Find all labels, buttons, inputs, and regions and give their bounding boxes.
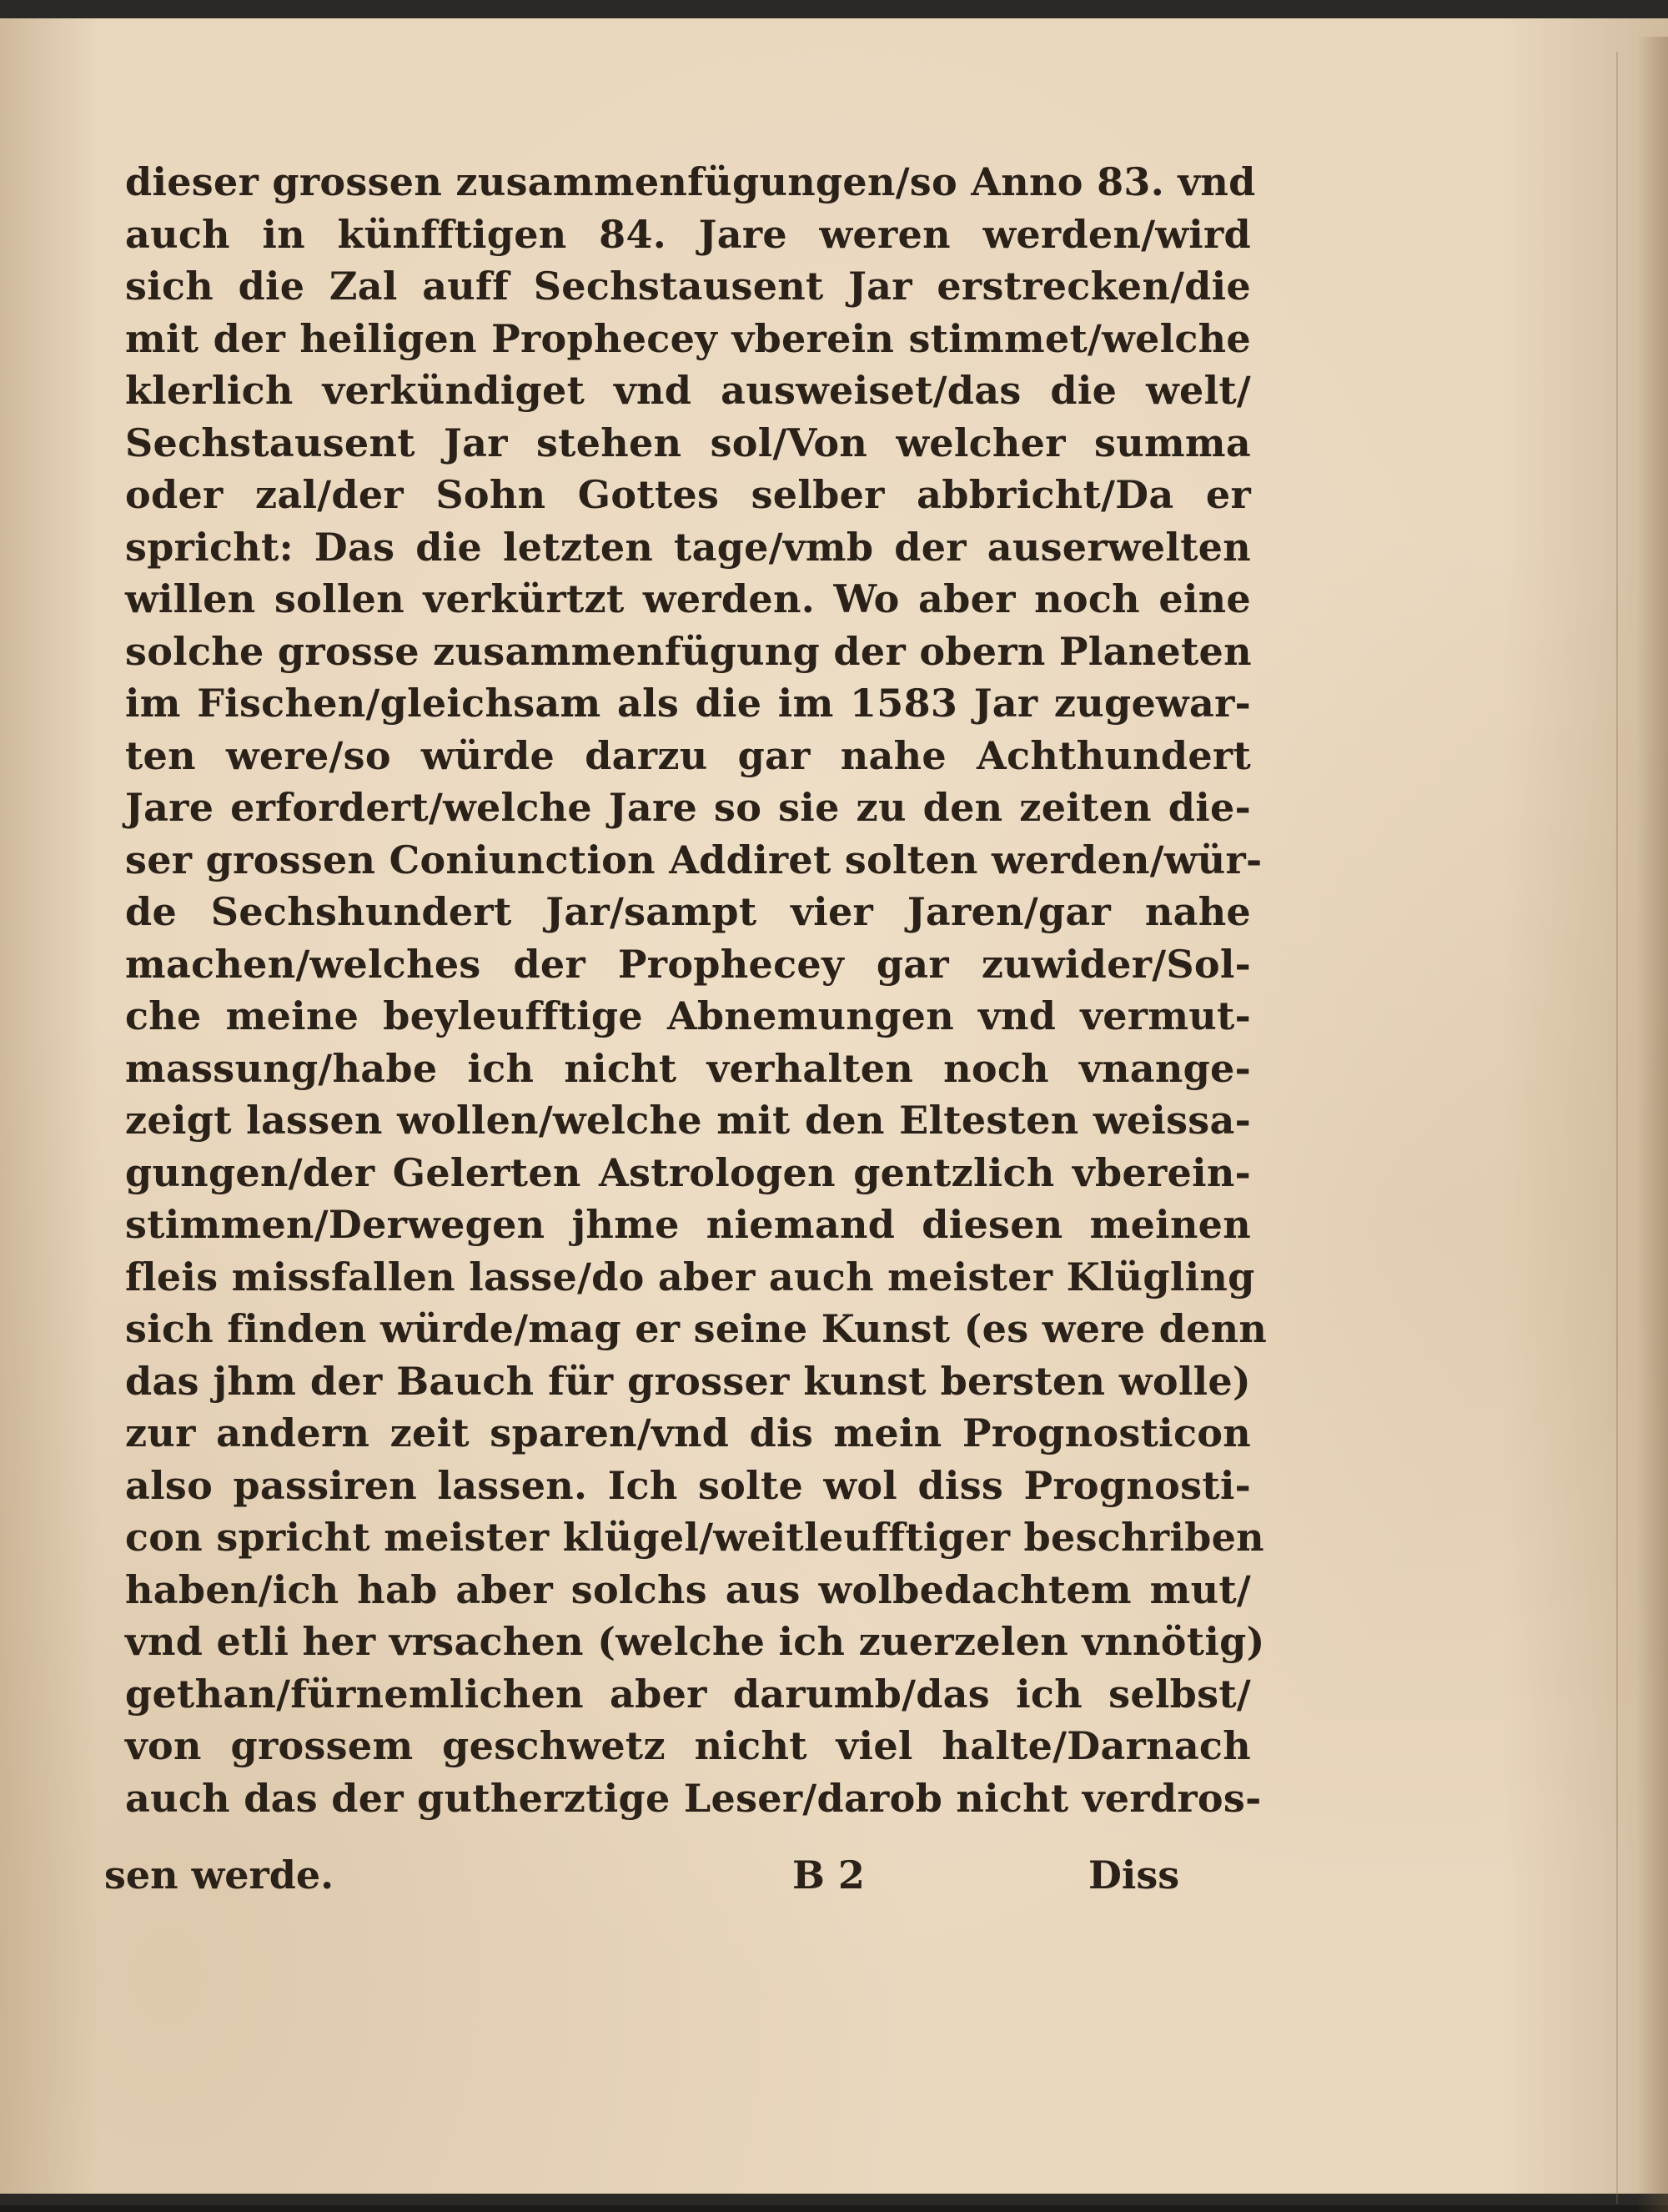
text-line: Sechstausent Jar stehen sol/Von welcher summa (125, 420, 1251, 465)
body-text (125, 156, 1268, 1824)
page-crease (1616, 52, 1618, 2204)
text-line: con spricht meister klügel/weitleufftiger beschriben (125, 1515, 1264, 1560)
text-line: Jare erfordert/welche Jare so sie zu den zeiten die- (125, 785, 1251, 830)
text-line: spricht: Das die letzten tage/vmb der auserwelten (125, 524, 1251, 570)
text-line: haben/ich hab aber solchs aus wolbedachtem mut/ (125, 1566, 1251, 1612)
text-line: mit der heiligen Prophecey vberein stimmet/welche (125, 315, 1251, 361)
text-line: auch in künfftigen 84. Jare weren werden/wird (125, 211, 1251, 257)
signature-mark: B 2 (792, 1853, 865, 1898)
text-line: ten were/so würde darzu gar nahe Achthundert (125, 732, 1251, 778)
text-line: von grossem geschwetz nicht viel halte/Darnach (125, 1723, 1251, 1768)
text-line: de Sechshundert Jar/sampt vier Jaren/gar nahe (125, 889, 1251, 934)
text-line: solche grosse zusammenfügung der obern Planeten (125, 628, 1252, 674)
text-line: ser grossen Coniunction Addiret solten werden/wür- (125, 837, 1263, 882)
page-footer (104, 1849, 1230, 1901)
text-line: das jhm der Bauch für grosser kunst bersten wolle) (125, 1358, 1251, 1404)
page-edge-shadow (1636, 37, 1668, 2212)
text-line: che meine beyleufftige Abnemungen vnd vermut- (125, 993, 1251, 1038)
final-text-line: sen werde. (104, 1853, 334, 1898)
text-line: also passiren lassen. Ich solte wol diss Prognosti- (125, 1462, 1251, 1508)
text-line: im Fischen/gleichsam als die im 1583 Jar zugewar- (125, 681, 1251, 726)
text-line: fleis missfallen lasse/do aber auch meister Klügling (125, 1254, 1255, 1300)
text-line: klerlich verkündiget vnd ausweiset/das die welt/ (125, 368, 1251, 413)
text-line: sich finden würde/mag er seine Kunst (es were denn (125, 1306, 1268, 1351)
text-line: vnd etli her vrsachen (welche ich zuerzelen vnnötig) (125, 1619, 1265, 1664)
text-line: machen/welches der Prophecey gar zuwider/Sol- (125, 941, 1251, 987)
text-line: gungen/der Gelerten Astrologen gentzlich vberein- (125, 1149, 1251, 1195)
catchword: Diss (1088, 1853, 1180, 1898)
text-line: willen sollen verkürtzt werden. Wo aber noch eine (125, 576, 1251, 621)
text-line: dieser grossen zusammenfügungen/so Anno 83. vnd (125, 159, 1256, 204)
text-line: zeigt lassen wollen/welche mit den Eltesten weissa- (125, 1098, 1251, 1143)
text-line: stimmen/Derwegen jhme niemand diesen meinen (125, 1202, 1251, 1247)
text-line: auch das der gutherztige Leser/darob nicht verdros- (125, 1775, 1262, 1821)
text-line: gethan/fürnemlichen aber darumb/das ich selbst/ (125, 1671, 1251, 1717)
text-line: zur andern zeit sparen/vnd dis mein Prognosticon (125, 1410, 1251, 1455)
text-line: oder zal/der Sohn Gottes selber abbricht/Da er (125, 472, 1251, 517)
text-line: sich die Zal auff Sechstausent Jar erstrecken/die (125, 264, 1251, 309)
text-line: massung/habe ich nicht verhalten noch vnange- (125, 1045, 1251, 1091)
